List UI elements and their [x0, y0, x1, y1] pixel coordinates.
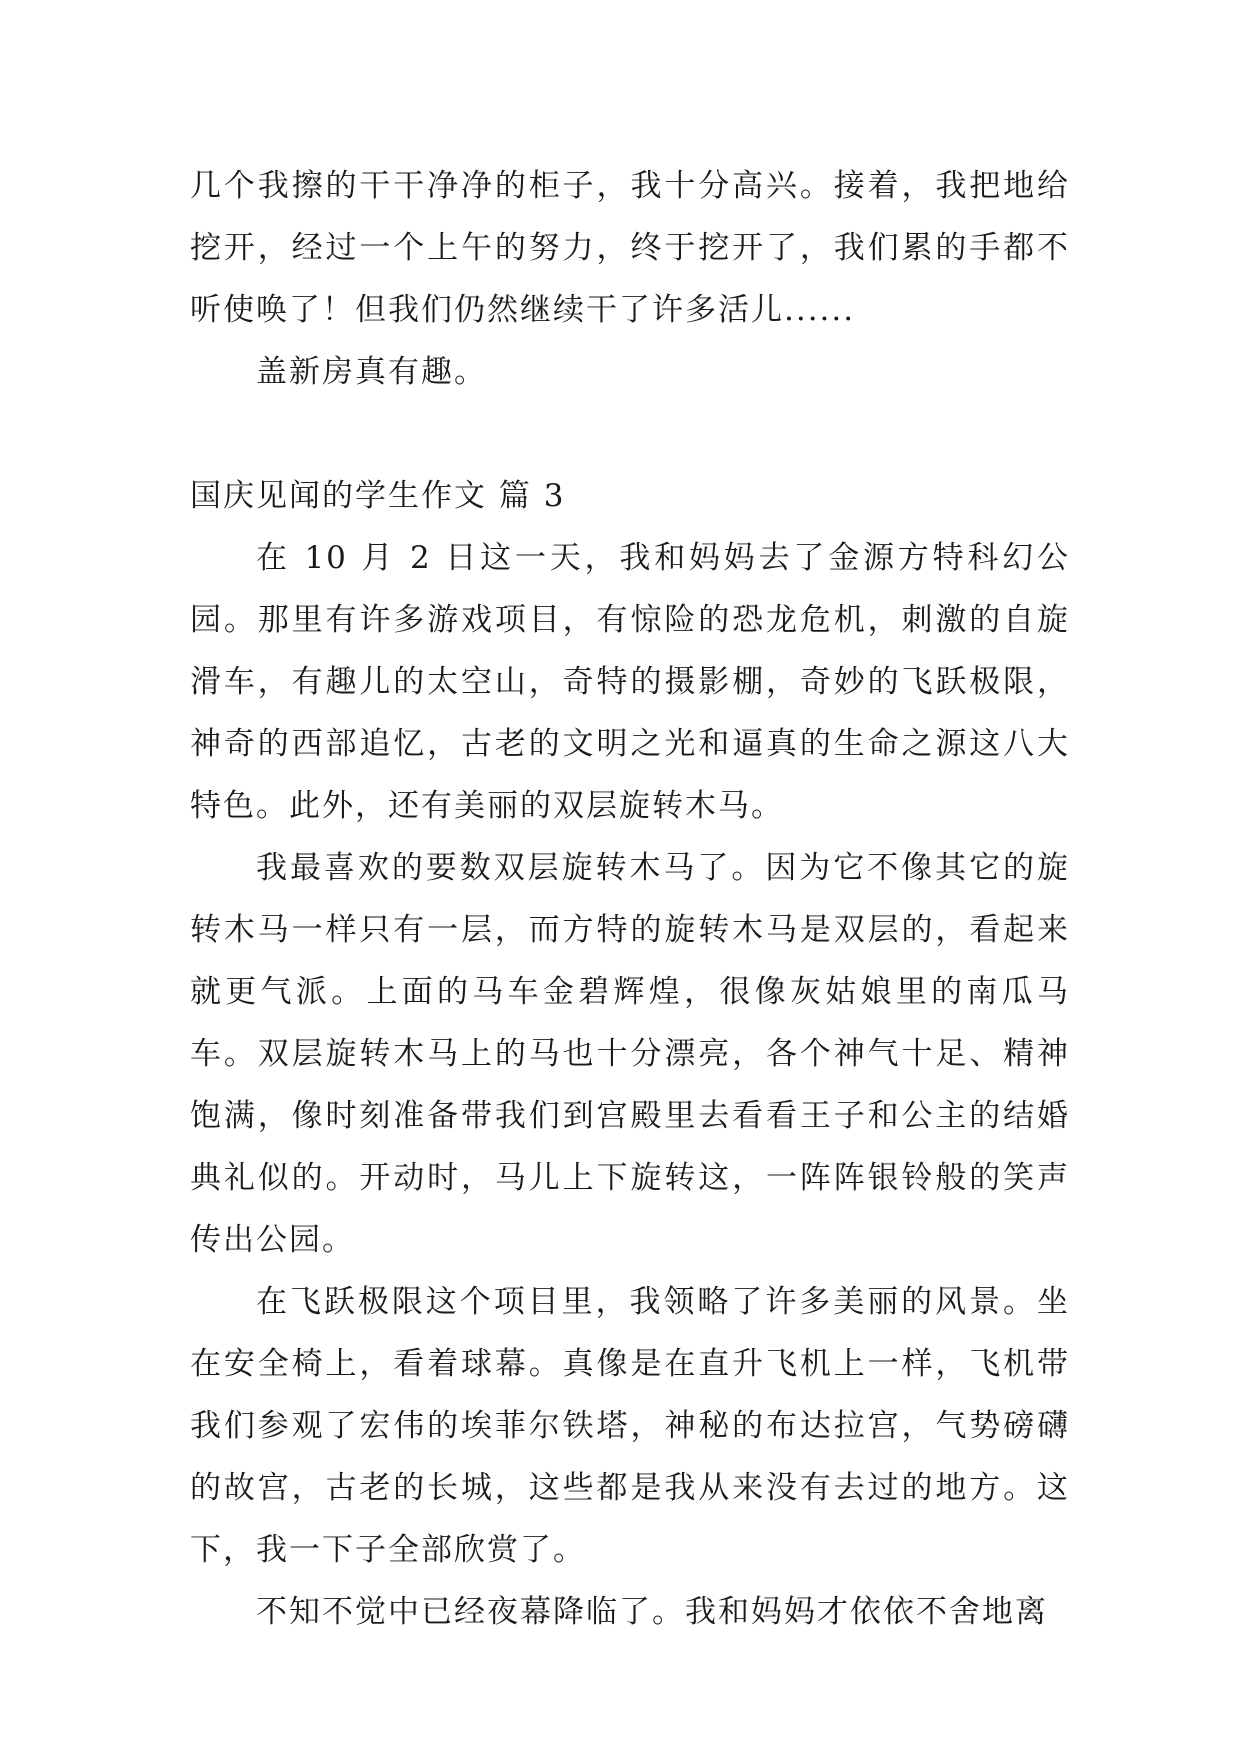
- paragraph: 在 10 月 2 日这一天，我和妈妈去了金源方特科幻公园。那里有许多游戏项目，有惊险的恐龙危机，刺激的自旋滑车，有趣儿的太空山，奇特的摄影棚，奇妙的飞跃极限，神奇的西部追忆，古老的文明之光和逼真的生命之源这八大特色。此外，还有美丽的双层旋转木马。: [190, 540, 1070, 824]
- paragraph: 我最喜欢的要数双层旋转木马了。因为它不像其它的旋转木马一样只有一层，而方特的旋转木马是双层的，看起来就更气派。上面的马车金碧辉煌，很像灰姑娘里的南瓜马车。双层旋转木马上的马也十分漂亮，各个神气十足、精神饱满，像时刻准备带我们到宫殿里去看看王子和公主的结婚典礼似的。开动时，马儿上下旋转这，一阵阵银铃般的笑声传出公园。: [190, 850, 1070, 1258]
- section-title: 国庆见闻的学生作文 篇 3: [190, 478, 566, 514]
- paragraph-continued: 几个我擦的干干净净的柜子，我十分高兴。接着，我把地给挖开，经过一个上午的努力，终于挖开了，我们累的手都不听使唤了！但我们仍然继续干了许多活儿......: [190, 168, 1070, 328]
- document-body: [190, 155, 1070, 1643]
- paragraph: 在飞跃极限这个项目里，我领略了许多美丽的风景。坐在安全椅上，看着球幕。真像是在直升飞机上一样，飞机带我们参观了宏伟的埃菲尔铁塔，神秘的布达拉宫，气势磅礴的故宫，古老的长城，这些都是我从来没有去过的地方。这下，我一下子全部欣赏了。: [190, 1284, 1070, 1568]
- paragraph: 不知不觉中已经夜幕降临了。我和妈妈才依依不舍地离: [256, 1594, 1048, 1630]
- paragraph-closing: 盖新房真有趣。: [256, 354, 487, 390]
